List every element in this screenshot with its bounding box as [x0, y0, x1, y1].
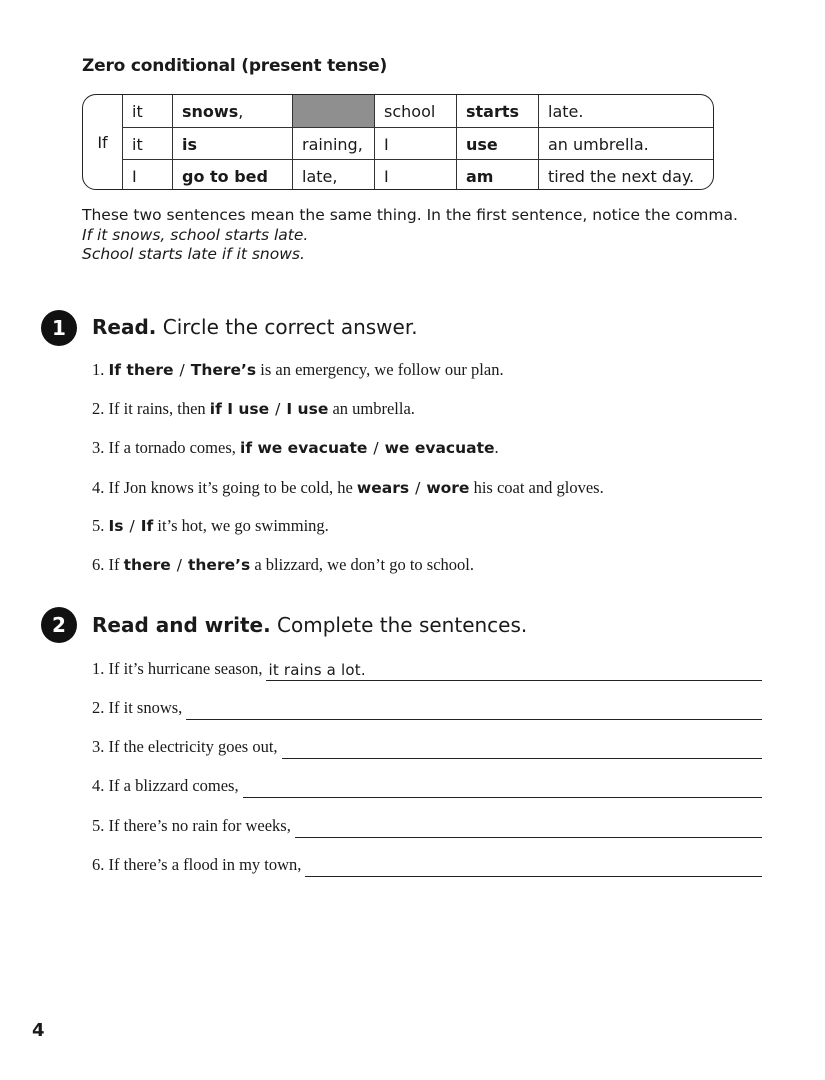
section-1-badge: 1 — [41, 310, 77, 346]
if-label: If — [83, 95, 123, 189]
answer-option[interactable]: If — [140, 517, 154, 535]
table-cell: am — [457, 160, 539, 190]
answer-option[interactable]: Is — [108, 517, 124, 535]
table-cell: raining, — [293, 128, 375, 160]
table-cell-shaded — [293, 95, 375, 127]
table-cell: I — [375, 160, 457, 190]
table-cell: is — [173, 128, 293, 160]
answer-line[interactable] — [243, 775, 762, 798]
grammar-table — [82, 94, 714, 190]
page-number: 4 — [32, 1020, 45, 1041]
answer-option[interactable]: I use — [286, 400, 329, 418]
table-cell: tired the next day. — [548, 166, 695, 186]
exercise-item: 4. If Jon knows it’s going to be cold, he wears / wore his coat and gloves. — [92, 478, 604, 497]
answer-option[interactable]: wore — [426, 479, 470, 497]
table-cell: I — [123, 160, 173, 190]
note-line: These two sentences mean the same thing. In the first sentence, notice the comma. — [82, 206, 738, 224]
table-row — [123, 159, 713, 190]
answer-option[interactable]: If there — [108, 361, 174, 379]
table-cell: an umbrella. — [548, 134, 649, 154]
answer-option[interactable]: there’s — [187, 556, 251, 574]
answer-option[interactable]: if we evacuate — [240, 439, 368, 457]
answer-line[interactable] — [305, 854, 762, 877]
table-cell: snows , — [173, 95, 293, 127]
answer-option[interactable]: wears — [356, 479, 410, 497]
table-cell: late, — [293, 160, 375, 190]
write-item: 3. If the electricity goes out, — [92, 731, 762, 759]
write-item: 5. If there’s no rain for weeks, — [92, 810, 762, 838]
answer-option[interactable]: There’s — [190, 361, 257, 379]
table-cell: use — [457, 128, 539, 160]
grammar-title: Zero conditional (present tense) — [82, 56, 388, 76]
write-item: 4. If a blizzard comes, — [92, 770, 762, 798]
answer-option[interactable]: there — [123, 556, 171, 574]
answer-line[interactable] — [282, 736, 762, 759]
exercise-item: 1. If there / There’s is an emergency, we follow our plan. — [92, 360, 504, 379]
table-cell: I — [375, 128, 457, 160]
write-item: 1. If it’s hurricane season, it rains a lot. — [92, 653, 762, 681]
table-row — [83, 95, 713, 127]
exercise-item: 3. If a tornado comes, if we evacuate / we evacuate. — [92, 438, 499, 457]
answer-option[interactable]: if I use — [209, 400, 270, 418]
section-2-title: Read and write. Complete the sentences. — [92, 613, 528, 637]
table-cell: go to bed — [173, 160, 293, 190]
note-example: School starts late if it snows. — [82, 245, 305, 263]
note-example: If it snows, school starts late. — [82, 225, 309, 244]
exercise-item: 6. If there / there’s a blizzard, we don’t go to school. — [92, 555, 474, 574]
exercise-item: 2. If it rains, then if I use / I use an umbrella. — [92, 399, 415, 418]
table-cell: it — [123, 128, 173, 160]
section-1-title: Read. Circle the correct answer. — [92, 315, 418, 339]
answer-line[interactable] — [186, 697, 762, 720]
write-item: 2. If it snows, — [92, 692, 762, 720]
section-2-badge: 2 — [41, 607, 77, 643]
write-item: 6. If there’s a flood in my town, — [92, 849, 762, 877]
table-cell: school — [375, 95, 457, 127]
table-cell: it — [123, 95, 173, 127]
table-cell: late. — [548, 101, 584, 121]
answer-option[interactable]: we evacuate — [384, 439, 495, 457]
answer-line[interactable] — [295, 815, 762, 838]
exercise-item: 5. Is / If it’s hot, we go swimming. — [92, 516, 329, 535]
answer-line[interactable] — [266, 658, 762, 681]
grammar-note — [82, 206, 738, 265]
handwritten-answer: it rains a lot. — [268, 661, 366, 679]
table-cell: starts — [457, 95, 539, 127]
table-row — [123, 127, 713, 160]
